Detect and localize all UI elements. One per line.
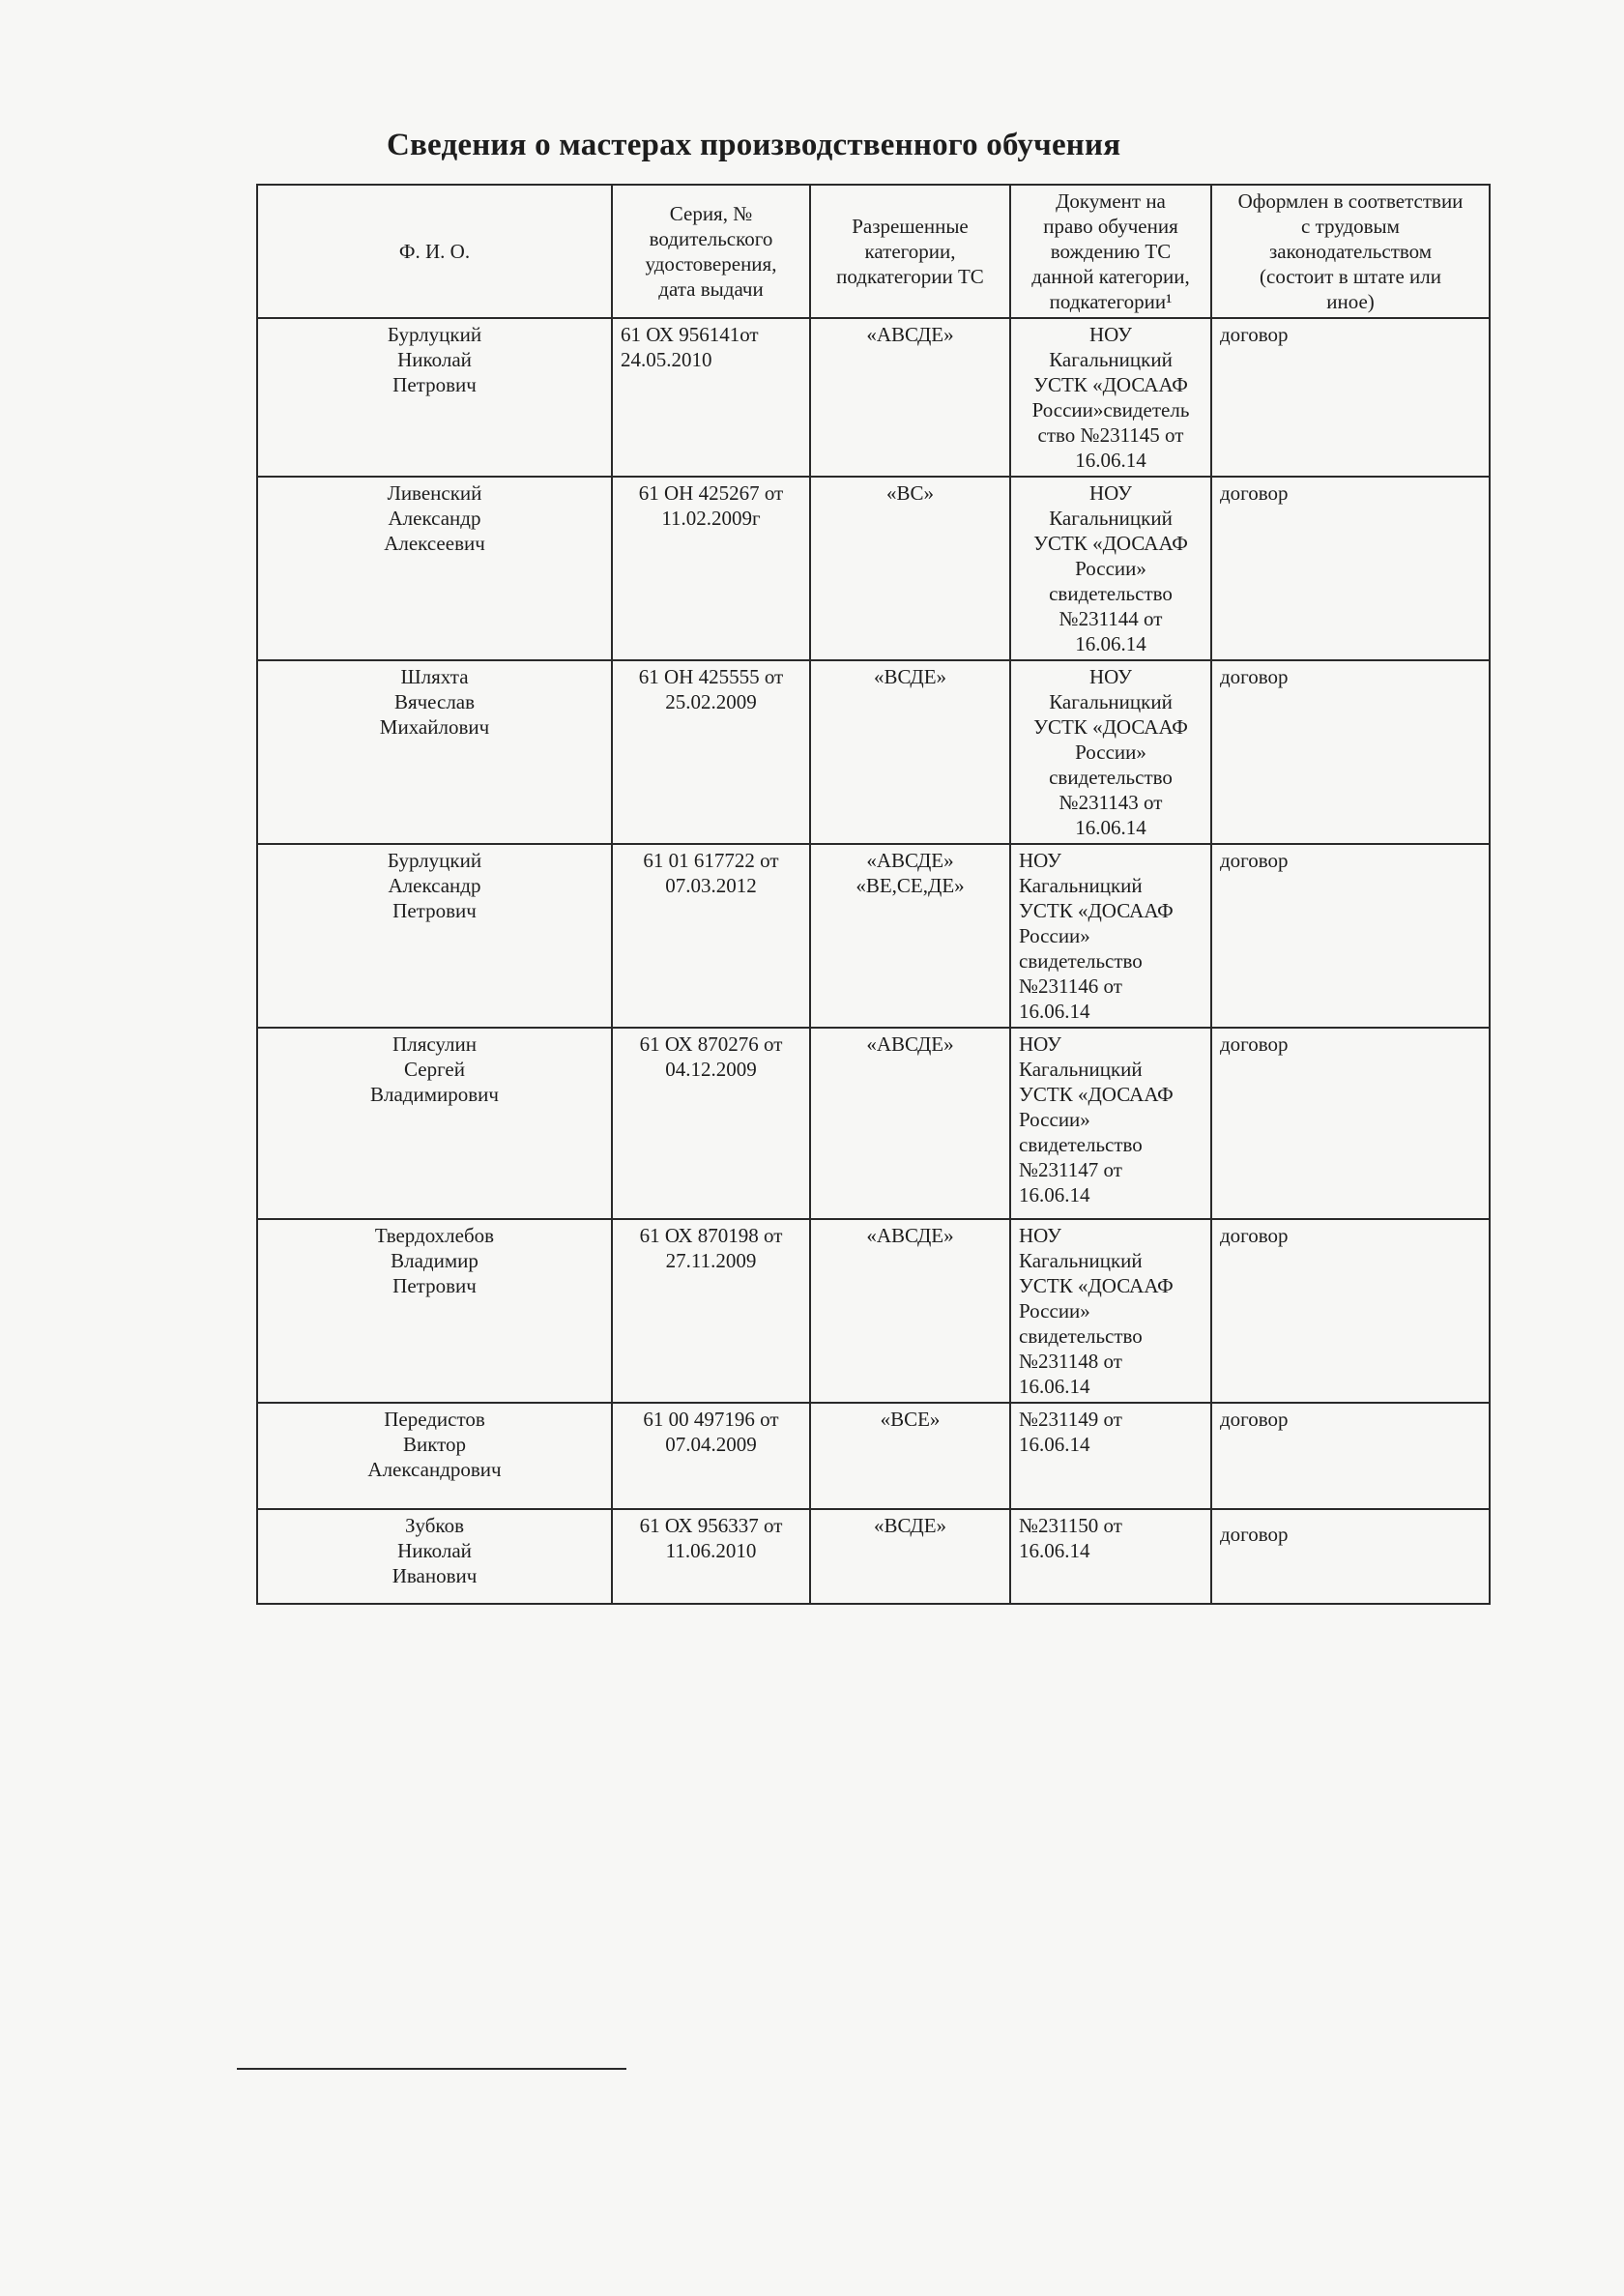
cell-name: Твердохлебов Владимир Петрович xyxy=(257,1219,612,1403)
header-fio: Ф. И. О. xyxy=(257,185,612,318)
cell-categories: «АВСДЕ» xyxy=(810,1028,1010,1219)
cell-categories: «ВСЕ» xyxy=(810,1403,1010,1509)
header-categories: Разрешенные категории, подкатегории ТС xyxy=(810,185,1010,318)
cell-employment: договор xyxy=(1211,1403,1490,1509)
table-row xyxy=(257,477,1490,660)
cell-name: Плясулин Сергей Владимирович xyxy=(257,1028,612,1219)
header-license: Серия, № водительского удостоверения, дата выдачи xyxy=(612,185,810,318)
table-row xyxy=(257,318,1490,477)
cell-license: 61 ОН 425555 от 25.02.2009 xyxy=(612,660,810,844)
header-training-document: Документ на право обучения вождению ТС данной категории, подкатегории¹ xyxy=(1010,185,1211,318)
cell-document: НОУ Кагальницкий УСТК «ДОСААФ России» свидетельство №231144 от 16.06.14 xyxy=(1010,477,1211,660)
table-row xyxy=(257,844,1490,1028)
cell-employment: договор xyxy=(1211,1219,1490,1403)
cell-document: НОУ Кагальницкий УСТК «ДОСААФ России» свидетельство №231146 от 16.06.14 xyxy=(1010,844,1211,1028)
cell-categories: «АВСДЕ» «ВЕ,СЕ,ДЕ» xyxy=(810,844,1010,1028)
cell-employment: договор xyxy=(1211,318,1490,477)
cell-document: №231149 от 16.06.14 xyxy=(1010,1403,1211,1509)
cell-document: НОУ Кагальницкий УСТК «ДОСААФ России» свидетельство №231143 от 16.06.14 xyxy=(1010,660,1211,844)
table-row xyxy=(257,1403,1490,1509)
cell-name: Шляхта Вячеслав Михайлович xyxy=(257,660,612,844)
cell-document: НОУ Кагальницкий УСТК «ДОСААФ России» свидетельство №231148 от 16.06.14 xyxy=(1010,1219,1211,1403)
cell-employment: договор xyxy=(1211,844,1490,1028)
header-employment: Оформлен в соответствии с трудовым законодательством (состоит в штате или иное) xyxy=(1211,185,1490,318)
cell-license: 61 ОХ 956141от 24.05.2010 xyxy=(612,318,810,477)
cell-license: 61 ОХ 870276 от 04.12.2009 xyxy=(612,1028,810,1219)
cell-document: НОУ Кагальницкий УСТК «ДОСААФ России» свидетельство №231147 от 16.06.14 xyxy=(1010,1028,1211,1219)
cell-categories: «ВСДЕ» xyxy=(810,1509,1010,1604)
cell-name: Ливенский Александр Алексеевич xyxy=(257,477,612,660)
cell-license: 61 ОХ 956337 от 11.06.2010 xyxy=(612,1509,810,1604)
cell-employment: договор xyxy=(1211,1028,1490,1219)
table-row xyxy=(257,660,1490,844)
cell-categories: «АВСДЕ» xyxy=(810,1219,1010,1403)
table-row xyxy=(257,1028,1490,1219)
cell-license: 61 01 617722 от 07.03.2012 xyxy=(612,844,810,1028)
cell-categories: «ВС» xyxy=(810,477,1010,660)
table-row xyxy=(257,1509,1490,1604)
cell-employment: договор xyxy=(1211,1509,1490,1604)
cell-categories: «ВСДЕ» xyxy=(810,660,1010,844)
cell-name: Бурлуцкий Александр Петрович xyxy=(257,844,612,1028)
cell-employment: договор xyxy=(1211,660,1490,844)
masters-table xyxy=(256,184,1491,1605)
table-header-row xyxy=(257,185,1490,318)
cell-employment: договор xyxy=(1211,477,1490,660)
cell-categories: «АВСДЕ» xyxy=(810,318,1010,477)
footnote-divider xyxy=(237,2068,626,2070)
cell-license: 61 ОХ 870198 от 27.11.2009 xyxy=(612,1219,810,1403)
cell-name: Бурлуцкий Николай Петрович xyxy=(257,318,612,477)
cell-document: НОУ Кагальницкий УСТК «ДОСААФ России»свидетель ство №231145 от 16.06.14 xyxy=(1010,318,1211,477)
cell-name: Передистов Виктор Александрович xyxy=(257,1403,612,1509)
cell-name: Зубков Николай Иванович xyxy=(257,1509,612,1604)
cell-license: 61 00 497196 от 07.04.2009 xyxy=(612,1403,810,1509)
cell-document: №231150 от 16.06.14 xyxy=(1010,1509,1211,1604)
page-title: Сведения о мастерах производственного обучения xyxy=(387,128,1121,162)
cell-license: 61 ОН 425267 от 11.02.2009г xyxy=(612,477,810,660)
table-row xyxy=(257,1219,1490,1403)
